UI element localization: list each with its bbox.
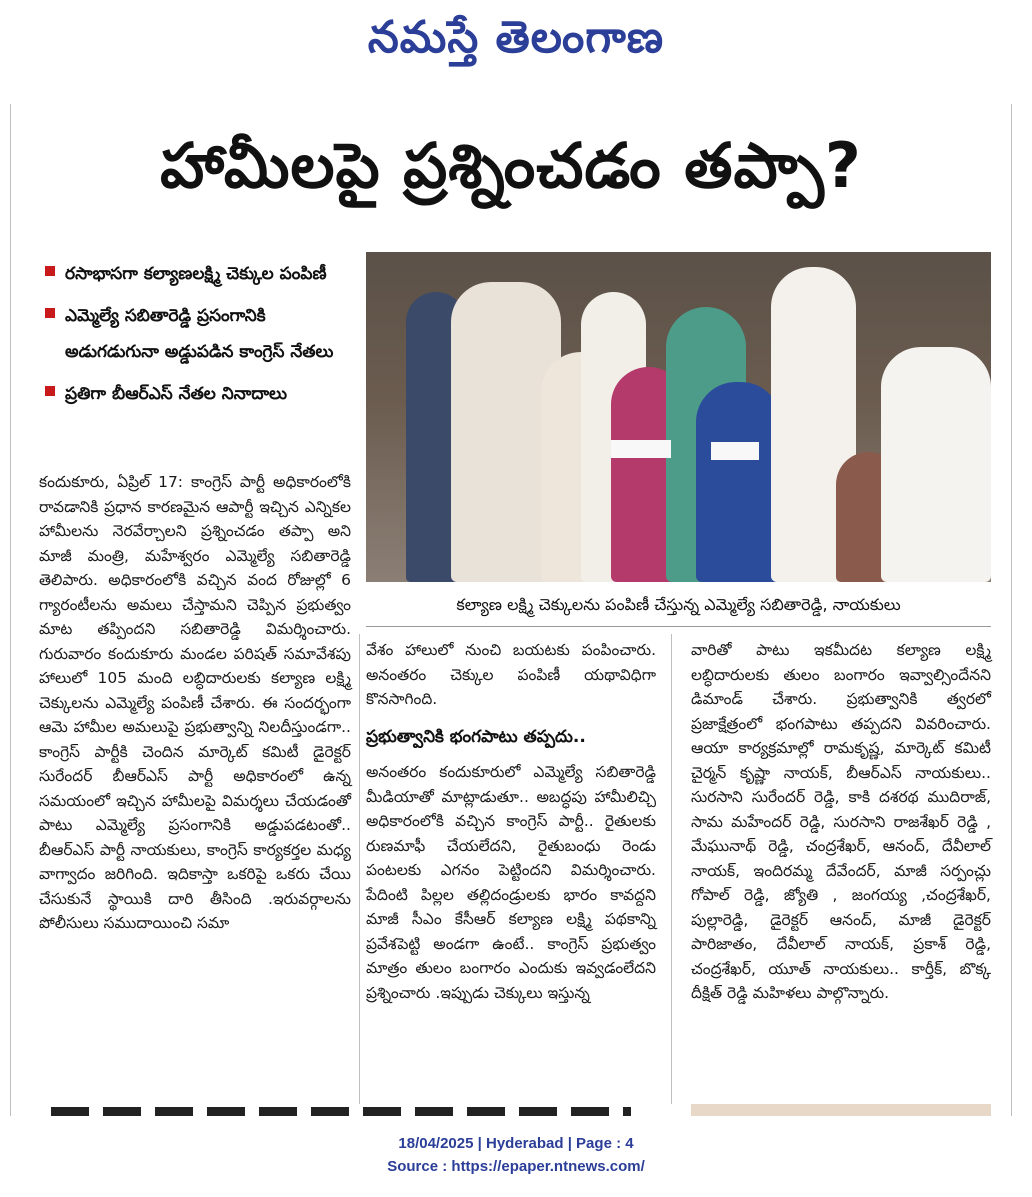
column-divider: [671, 634, 672, 1104]
bullet-square-icon: [45, 386, 55, 396]
highlight-item: [39, 256, 354, 292]
article-column-3: [691, 638, 991, 1108]
article-paragraph: కందుకూరు, ఏప్రిల్ 17: కాంగ్రెస్ పార్టీ అధికారంలోకి రావడానికి ప్రధాన కారణమైన ఆపార్టీ ఇచ్చిన ఎన్నికల హామీలను నెరవేర్చాలని ప్రశ్నించడం తప్పా అని మాజీ మంత్రి, మహేశ్వరం ఎమ్మెల్యే సబితారెడ్డి తెలిపారు. అధికారంలోకి వచ్చిన వంద రోజుల్లో 6 గ్యారంటీలను అమలు చేస్తామని చెప్పిన ప్రభుత్వం మాట తప్పిందని సబితారెడ్డి విమర్శించారు. గురువారం కందుకూరు మండల పరిషత్ సమావేశపు హాలులో 105 మంది లబ్ధిదారులకు కల్యాణ లక్ష్మి చెక్కులను ఎమ్మెల్యే పంపిణీ చేశారు. ఈ సందర్భంగా ఆమె హామీల అమలుపై ప్రభుత్వాన్ని నిలదీస్తుండగా.. కాంగ్రెస్ పార్టీకి చెందిన మార్కెట్ కమిటీ డైరెక్టర్ సురేందర్ బీఆర్ఎస్ పార్టీ అధికారంలో ఉన్న సమయంలో ఇచ్చిన హామీలపై విమర్శలు చేయడంతో పాటు ఎమ్మెల్యే ప్రసంగానికి అడ్డుపడటంతో.. బీఆర్ఎస్ పార్టీ నాయకులు, కాంగ్రెస్ కార్యకర్తల మధ్య వాగ్వాదం జరిగింది. ఇదికాస్తా ఒకరిపై ఒకరు చేయి చేసుకునే స్థాయికి దారి తీసింది .ఇరువర్గాలను పోలీసులు సముదాయించి సమా: [39, 473, 351, 932]
news-clipping: [10, 104, 1012, 1116]
bullet-square-icon: [45, 266, 55, 276]
article-column-2-top: [366, 638, 656, 714]
highlight-text: రసాభాసగా కల్యాణలక్ష్మి చెక్కుల పంపిణీ: [65, 264, 327, 284]
column-divider: [359, 634, 360, 1104]
headline: హామీలపై ప్రశ్నించడం తప్పా?: [160, 129, 862, 202]
highlight-item: [39, 298, 354, 370]
footer-date-line: 18/04/2025 | Hyderabad | Page : 4: [398, 1135, 634, 1152]
highlight-item: [39, 376, 354, 412]
article-paragraph: వారితో పాటు ఇకమీదట కల్యాణ లక్ష్మి లబ్ధిదారులకు తులం బంగారం ఇవ్వాల్సిందేనని డిమాండ్ చేశారు. ప్రభుత్వానికి త్వరలో ప్రజాక్షేత్రంలో భంగపాటు తప్పదని వివరించారు. ఆయా కార్యక్రమాల్లో రామకృష్ణ, మార్కెట్ కమిటీ చైర్మన్ కృష్ణా నాయక్, బీఆర్ఎస్ నాయకులు.. సురసాని సురేందర్ రెడ్డి, కాకి దశరథ ముదిరాజ్, సామ మహేందర్ రెడ్డి, సురసాని రాజశేఖర్ రెడ్డి , మేఘునాథ్ రెడ్డి, చంద్రశేఖర్, ఆనంద్, దేవీలాల్ నాయక్, ఇందిరమ్మ దేవేందర్, మాజీ సర్పంచ్లు గోపాల్ రెడ్డి, జ్యోతి , జంగయ్య ,చంద్రశేఖర్, పుల్లారెడ్డి, డైరెక్టర్ ఆనంద్, మాజీ డైరెక్టర్ పారిజాతం, దేవీలాల్ నాయక్, ప్రకాశ్ రెడ్డి, చంద్రశేఖర్, యూత్ నాయకులు.. కార్తీక్, బొక్క దీక్షిత్ రెడ్డి మహిళలు పాల్గొన్నారు.: [691, 641, 991, 1002]
article-paragraph: వేశం హాలులో నుంచి బయటకు పంపించారు. అనంతరం చెక్కుల పంపిణీ యథావిధిగా కొనసాగింది.: [366, 641, 656, 708]
next-photo-strip: [691, 1104, 991, 1116]
caption-divider: [366, 626, 991, 627]
news-photo: [366, 252, 991, 582]
footer-source-line: Source : https://epaper.ntnews.com/: [387, 1158, 645, 1175]
highlights-list: [39, 256, 354, 418]
article-column-1: [39, 470, 351, 1100]
masthead-logo: నమస్తే తెలంగాణ: [367, 12, 665, 63]
article-paragraph: అనంతరం కందుకూరులో ఎమ్మెల్యే సబితారెడ్డి మీడియాతో మాట్లాడుతూ.. అబద్ధపు హామీలిచ్చి అధికారంలోకి వచ్చిన కాంగ్రెస్ పార్టీ.. రైతులకు రుణమాఫీ చేయలేదని, రైతుబంధు రెండు పంటలకు ఎగనం పెట్టిందని విమర్శించారు. పేదింటి పిల్లల తల్లిదండ్రులకు భారం కావద్దని మాజీ సీఎం కేసీఆర్ కల్యాణ లక్ష్మి పథకాన్ని ప్రవేశపెట్టి అండగా ఉంటే.. కాంగ్రెస్ ప్రభుత్వం మాత్రం తులం బంగారం ఎందుకు ఇవ్వడంలేదని ప్రశ్నించారు .ఇప్పుడు చెక్కులు ఇస్తున్న: [366, 763, 656, 1002]
highlight-text: ప్రతిగా బీఆర్ఎస్ నేతల నినాదాలు: [65, 384, 287, 404]
photo-caption: కల్యాణ లక్ష్మి చెక్కులను పంపిణీ చేస్తున్న ఎమ్మెల్యే సబితారెడ్డి, నాయకులు: [456, 595, 901, 614]
section-subheading: ప్రభుత్వానికి భంగపాటు తప్పదు..: [366, 727, 586, 747]
next-article-strip: [51, 1107, 631, 1116]
article-column-2: [366, 760, 656, 1105]
highlight-text: ఎమ్మెల్యే సబితారెడ్డి ప్రసంగానికి అడుగడుగునా అడ్డుపడిన కాంగ్రెస్ నేతలు: [65, 306, 334, 362]
bullet-square-icon: [45, 308, 55, 318]
